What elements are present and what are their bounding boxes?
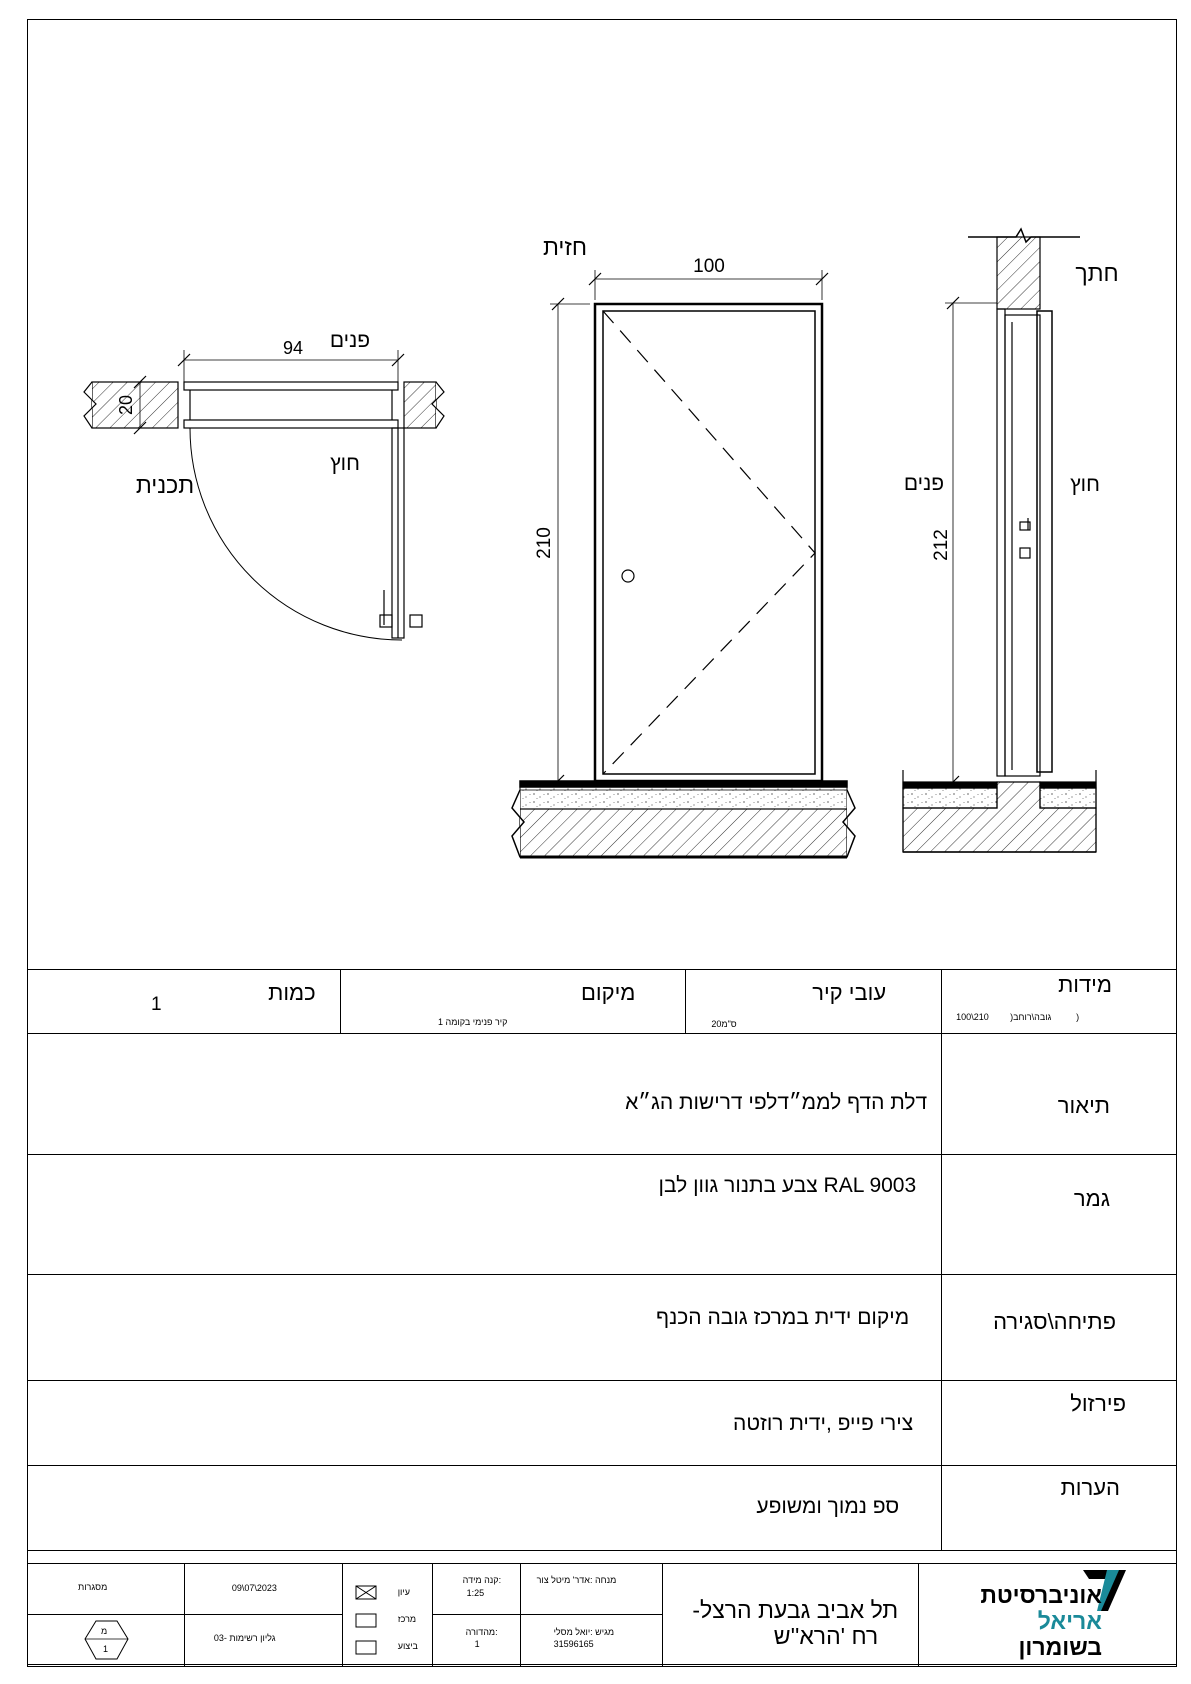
opening-value: מיקום ידית במרכז גובה הכנף [656, 1306, 910, 1329]
status-exec: ביצוע [397, 1641, 418, 1651]
title-block [27, 1563, 1177, 1667]
elevation-width-dim: 100 [693, 256, 725, 277]
row-description [28, 1034, 1177, 1155]
elev-frame [595, 304, 822, 781]
quantity-cell [28, 970, 341, 1034]
section-height-dim: 212 [931, 529, 952, 561]
section-outside-label: חוץ [1070, 473, 1100, 496]
scale-value: 1:25 [466, 1588, 485, 1598]
spec-table [27, 969, 1177, 1551]
status-center: מרכז [397, 1614, 417, 1624]
hardware-value: צירי פייפ ,ידית רוזטה [733, 1412, 914, 1435]
submitter-id: 31596165 [553, 1639, 594, 1649]
status-checkboxes [343, 1564, 433, 1665]
wall-cell [686, 970, 942, 1034]
dimensions-value: 100\210 [956, 1012, 989, 1022]
sheet-number: 1 [103, 1644, 109, 1654]
quantity-label: כמות [268, 980, 316, 1005]
description-value: דלת הדף לממ״דלפי דרישות הג״א [625, 1091, 928, 1114]
mentor: מנחה :אדר' מיטל צור [536, 1575, 617, 1585]
logo-line3: בשומרון [1018, 1634, 1102, 1660]
elevation-title: חזית [543, 234, 587, 260]
sheet-name: גליון רשימות -03 [213, 1633, 276, 1643]
version-label: מהדורה: [465, 1627, 498, 1637]
plan-swing-arc [190, 428, 402, 640]
row-opening [28, 1275, 1177, 1381]
logo-cell [919, 1564, 1177, 1667]
plan-outside-label: חוץ [330, 452, 360, 475]
plan-wall-dim: 20 [116, 394, 136, 416]
plan-frame-bottom [184, 420, 398, 428]
elevation-view [512, 270, 855, 857]
notes-value: ספ נמוך ומשופע [756, 1495, 900, 1518]
notes-label: הערות [1060, 1475, 1120, 1500]
location-value: קיר פנימי בקומה 1 [438, 1017, 508, 1027]
opening-label: פתיחה\סגירה [993, 1309, 1116, 1334]
elevation-height-dim: 210 [534, 527, 555, 559]
header-row [28, 970, 1177, 1034]
dimensions-label: מידות [1058, 972, 1112, 997]
elev-handle [622, 570, 634, 582]
sheet-number-top: מ [101, 1626, 108, 1636]
wall-value: 20ס"מ [711, 1019, 737, 1029]
wall-label: עובי קיר [812, 980, 887, 1005]
plan-title: תכנית [135, 472, 195, 498]
quantity-value: 1 [151, 994, 162, 1015]
section-title: חתך [1075, 260, 1119, 286]
row-notes [28, 1466, 1177, 1551]
row-finish [28, 1155, 1177, 1275]
date: 09\07\2023 [231, 1583, 277, 1593]
dimensions-paren: ) [1076, 1012, 1080, 1022]
category: מסגרות [78, 1582, 108, 1592]
project-line2: רח 'הרא''ש [773, 1623, 879, 1649]
plan-frame-top [184, 382, 398, 390]
finish-label: גמר [1073, 1186, 1110, 1211]
plan-wall-right [404, 382, 436, 428]
status-study: עיון [397, 1587, 410, 1597]
submitter: מגיש :יואל מסלי [553, 1627, 615, 1637]
hardware-label: פירזול [1070, 1391, 1126, 1416]
elev-opening-lines [603, 311, 815, 774]
row-hardware [28, 1381, 1177, 1466]
version-value: 1 [474, 1639, 480, 1649]
dimensions-sub: גובה\רוחב( [1010, 1012, 1052, 1022]
logo-line2: אריאל [1037, 1608, 1102, 1634]
location-cell [340, 970, 686, 1034]
logo-line1: אוניברסיטת [980, 1582, 1102, 1608]
dimensions-cell [942, 970, 1177, 1034]
finish-value: RAL 9003 צבע בתנור גוון לבן [658, 1174, 917, 1197]
plan-inside-label: פנים [329, 329, 371, 352]
project-line1: תל אביב גבעת הרצל- [692, 1597, 899, 1623]
plan-width-dim: 94 [282, 338, 304, 358]
elev-leaf [603, 311, 815, 774]
scale-label: קנה מידה: [462, 1575, 502, 1585]
sheet-number-hexagon-icon [28, 1615, 185, 1667]
description-label: תיאור [1057, 1093, 1110, 1118]
location-label: מיקום [580, 980, 636, 1005]
status-cell [342, 1564, 432, 1667]
section-inside-label: פנים [903, 472, 945, 495]
